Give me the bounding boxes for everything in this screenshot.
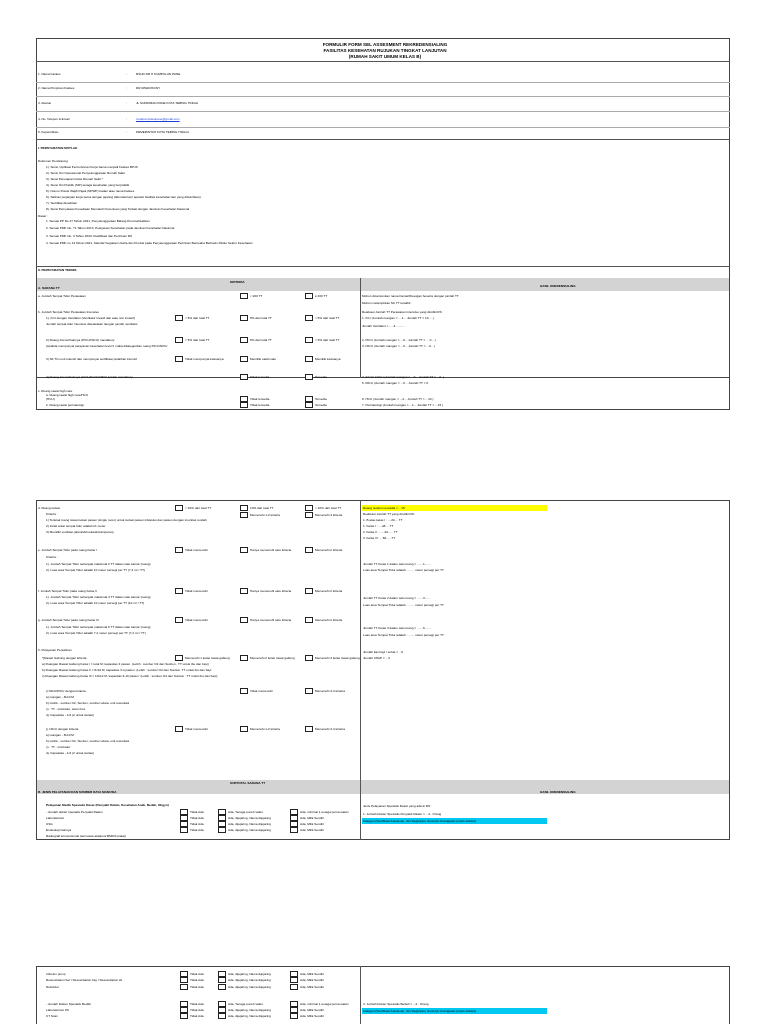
option-label: Ada, minimal 1 tenaga purna waktu bbox=[300, 810, 349, 814]
option-label: Tidak memenuhi bbox=[185, 589, 208, 593]
identity-value-2: DR IRWANSYAH bbox=[136, 86, 160, 90]
option-label: Ada, Tenaga punch saklu bbox=[228, 810, 263, 814]
hasil-text: 1. Kelas I : ....48.... TT bbox=[363, 524, 394, 528]
hasil-text: 6. HCU (Jumlah ruangan = ...2... Jumlah TT = ...10 ) bbox=[362, 397, 434, 401]
hasil-text: Jumlah kas bayi / sehat = ...6 bbox=[363, 650, 404, 654]
option-label: Ada, Milik Sendiri bbox=[300, 816, 324, 820]
option-label: ≥ 200 TT bbox=[315, 294, 328, 298]
option-label: Memenuhi 3 kelas rawat gabung bbox=[315, 656, 360, 660]
option-checkbox[interactable] bbox=[290, 1013, 298, 1019]
option-checkbox[interactable] bbox=[290, 827, 298, 833]
criteria-text: g. Jumlah Tempat Tidur pada ruang Kelas III bbox=[38, 618, 99, 622]
option-label: Memenuhi 1-2 kriteria bbox=[250, 727, 280, 731]
option-label: < 5% dari total TT bbox=[185, 316, 210, 320]
option-label: < 10% dari total TT bbox=[185, 506, 212, 510]
option-label: Memiliki keduanya bbox=[315, 357, 341, 361]
option-label: Hanya memenuhi satu kriteria bbox=[250, 548, 292, 552]
hasil-text: Realisasi Jumlah TT Perawatan Intensive yang dimiliki RS : bbox=[362, 310, 444, 314]
option-label: Memenuhi 3-4 kriteria bbox=[315, 727, 345, 731]
option-label: Ada, dijejaring, Nama dijejaring bbox=[228, 985, 271, 989]
criteria-text: i) NICU/PICU dengan kriteria bbox=[46, 689, 86, 693]
option-label: Tidak Ada bbox=[190, 972, 204, 976]
hasil-text: 2. PICU (Jumlah ruangan = ...0... Jumlah TT = ... 0... ) bbox=[362, 338, 436, 342]
option-label: > 5% dari total TT bbox=[315, 338, 340, 342]
b-item: Nebulizer bbox=[46, 985, 60, 989]
b-item: Radiografi konvensional (termasuk akademi BMD/3 pakai) bbox=[46, 834, 126, 838]
hasil-text: 4. ICCU/ CVCU (Jumlah ruangan = ...0... Jumlah TT = ...0..) bbox=[362, 375, 444, 379]
criteria-sub: 1). Jumlah Tempat Tidur sebanyak maksimal 6 TT dalam satu kamar (ruang) bbox=[46, 625, 151, 629]
hasil-text: Jenis Pelayanan Spesialis Dasar yang ada di RS: bbox=[363, 804, 431, 808]
option-label: Memenuhi 3 kriteria bbox=[315, 513, 343, 517]
option-label: Tidak Ada bbox=[190, 810, 204, 814]
dokumen-item: 4). Surat Izin Praktik (SIP) tenaga kesehatan yang berpraktik bbox=[46, 183, 130, 187]
option-label: Ada, dijejaring, Nama dijejaring bbox=[228, 828, 271, 832]
option-label: Tidak memenuhi bbox=[250, 689, 273, 693]
hasil-text: 1. ICU (Jumlah ruangan = ....1... Jumlah TT = 10.... ) bbox=[362, 316, 434, 320]
option-label: Memenuhi 2 kriteria bbox=[315, 548, 343, 552]
option-label: Tidak tersedia bbox=[250, 397, 270, 401]
criteria-sub: *)Rawat Gabung dengan kriteria: bbox=[42, 656, 88, 660]
option-label: Tidak Ada bbox=[190, 1014, 204, 1018]
option-label: Ada, dijejaring, Nama dijejaring bbox=[228, 1014, 271, 1018]
criteria-sub: 3) Memiliki ventilasi (alamiah/mekanik/campuran) bbox=[46, 530, 114, 534]
section-b-subheading: Pelayanan Medik Spesialis Dasar (Penyakit Dalam, Kesehatan Anak, Bedah, Obgyn) bbox=[46, 803, 169, 807]
option-label: > 5% dari total TT bbox=[315, 316, 340, 320]
identity-label-1: 1. Nama Faskes bbox=[38, 72, 61, 76]
hasil-note: Kategori (Sertifikasi Kelulusan, Izin Registrasi, Surat Ijin Kebugaran (untuk dokter)) bbox=[363, 819, 477, 823]
option-label: 10% dari total TT bbox=[250, 506, 274, 510]
option-label: Memenuhi 2 kriteria bbox=[315, 618, 343, 622]
option-label: Memenuhi 2 kelas rawat gabung bbox=[250, 656, 295, 660]
option-checkbox[interactable] bbox=[180, 827, 188, 833]
criteria-sub: c) Ruangan Rawat Gabung Kelas III = 10x12 M, kapasitas 6-10 pasien. (Lebih : sumber O2 dan Suction . TT untuk ibu dan bayi) bbox=[42, 674, 218, 678]
dokumen-item: 2). Surat Izin Operasional Penyelenggaraan Rumah Sakit bbox=[46, 171, 125, 175]
hasil-note: Kategori (Sertifikasi Kelulusan, Izin Registrasi, Surat Ijin Kebugaran (untuk dokter)) bbox=[363, 1009, 477, 1013]
criteria-sub: c) . TT - incubator bbox=[46, 745, 71, 749]
b-item: Laboratorium PA bbox=[46, 1008, 69, 1012]
hasil-text: Mohon dicantumkan nama Kamar/Ruangan beserta dengan jumlah TT bbox=[362, 294, 459, 298]
criteria-sub: Kriteria : bbox=[46, 555, 58, 559]
option-label: Ada, Milik Sendiri bbox=[300, 828, 324, 832]
option-label: Tidak Ada bbox=[190, 985, 204, 989]
hasil-text: Realisasi Jumlah TT yang dimiliki RS: bbox=[363, 512, 415, 516]
hasil-text: 3. NICU (Jumlah ruangan = ...0... Jumlah TT = ...0... ) bbox=[362, 344, 436, 348]
hasil-text: Jumlah TT Kelas 2 dalam satu ruang = .......3....... bbox=[363, 596, 431, 600]
option-label: Tidak Ada bbox=[190, 822, 204, 826]
b-item: Laboratorium bbox=[46, 816, 65, 820]
criteria-sub: a) Ruangan Rawat Gabung Kelas I = total M, kapasitas 2 pasien. (Lebih : sumber O2 dan Suction , TT untuk ibu dan bayi) bbox=[42, 662, 209, 666]
option-label: Tidak mempunyai keduanya bbox=[185, 357, 224, 361]
section-b-heading: B. JENIS PELAYANAN DAN SUMBER DAYA MANUSIA bbox=[38, 790, 117, 794]
option-label: Ada, dijejaring, Nama dijejaring bbox=[228, 978, 271, 982]
hasil-text: 3. Jumlah Dokter Spesialis Bedah = ...2.. Orang bbox=[363, 1002, 429, 1006]
criteria-sub: b) Listrik - sumber O2, Suction, sumber udara, unit resusitasi bbox=[46, 739, 130, 743]
dokumen-item: 1). Surat / Aplikasi Permohonan Kerja Sama menjadi Faskes BPJS bbox=[46, 165, 138, 169]
option-label: Ada, Milik Sendiri bbox=[300, 972, 324, 976]
identity-value-1: RSUD DR H KUMPULAN PANE bbox=[136, 72, 181, 76]
criteria-text: h. Pelayanan Persalinan bbox=[38, 648, 72, 652]
dasar-item: 4. Sesuai PMK no 14 Tahun 2021, Standar Kegiatan Usaha dan Produk pada Penyelenggaraan Perizinan Berusaha Berbasis Risiko Sektor Kesehatan bbox=[46, 241, 253, 245]
option-label: < 200 TT bbox=[250, 294, 263, 298]
criteria-sub: 1). ICU dengan Ventilator (Ventilator invasif dan atau non invasif) bbox=[46, 316, 135, 320]
option-label: Ada, Tenaga punch saklu bbox=[228, 1002, 263, 1006]
criteria-sub: d). Kapasitas - 4-6 (2 untuk isolasi) bbox=[46, 713, 94, 717]
hasil-text: Mohon melampirkan SK TT terakhir bbox=[362, 301, 411, 305]
section-b-hasil-header: HASIL KREDENSIALING bbox=[540, 790, 576, 794]
option-label: Ada, Milik Sendiri bbox=[300, 822, 324, 826]
hasil-text: 1. Jumlah Dokter Spesialis Penyakit Dalam = ...4.. Orang bbox=[363, 812, 442, 816]
form-title-line2: FASILITAS KESEHATAN RUJUKAN TINGKAT LANJUTAN bbox=[323, 48, 447, 53]
option-label: Ada, dijejaring, Nama dijejaring bbox=[228, 972, 271, 976]
criteria-text: e. Jumlah Tempat Tidur pada ruang Kelas I bbox=[38, 548, 97, 552]
option-label: Tidak memenuhi bbox=[185, 727, 208, 731]
criteria-text: j). NICU dengan kriteria bbox=[46, 727, 79, 731]
hasil-text: Ruang isolasi memadai = ...15 bbox=[363, 506, 405, 510]
criteria-sub: 1). Jumlah Tempat Tidur sebanyak maksimal 4 TT dalam satu kamar (ruang) bbox=[46, 595, 151, 599]
b-item: CT Scan bbox=[46, 1014, 58, 1018]
dokumen-item: 8). Surat Pernyataan Kesediaan Mematuhi Ketentuan yang Terkait dengan Jaminan Kesehatan Nasional bbox=[46, 207, 190, 211]
option-label: < 5% dari total TT bbox=[185, 338, 210, 342]
option-label: Tersedia bbox=[315, 397, 327, 401]
criteria-sub: (Apabila mempunyai pelayanan kesehatan level II maka dikategorikan ruang PICU/NICU bbox=[46, 344, 168, 348]
option-label: 5% dari total TT bbox=[250, 338, 272, 342]
mutlak-heading: I. PERSYARATAN MUTLAK bbox=[38, 146, 78, 150]
criteria-text: d. Ruang isolasi bbox=[38, 506, 61, 510]
option-label: Ada, dijejaring, Nama dijejaring bbox=[228, 816, 271, 820]
criteria-text: b. Jumlah Tempat Tidur Perawatan Intensive bbox=[38, 310, 99, 314]
option-label: > 10% dari total TT bbox=[315, 506, 342, 510]
identity-label-3: 3. Alamat bbox=[38, 101, 51, 105]
dasar-item: 2. Sesuai PMK No. 71 Tahun 2013, Pelayanan Kesehatan pada Jaminan Kesehatan Nasional bbox=[46, 226, 175, 230]
option-label: Memenuhi 1-2 kriteria bbox=[250, 513, 280, 517]
criteria-sub: 2). Luas area Tempat Tidur adalah 10 meter persegi per TT (10 m² / TT) bbox=[46, 601, 145, 605]
option-label: Tersedia bbox=[315, 403, 327, 407]
option-label: Tidak tersedia bbox=[250, 375, 270, 379]
criteria-sub: b) Ruangan Rawat Gabung Kelas II = 8x10 M, kapasitas 3-4 pasien. (Lebih : sumber O2 dan Suction. TT untuk ibu dan bayi bbox=[42, 668, 212, 672]
hasil-text: Jumlah Ventilator = .....3........... bbox=[362, 324, 405, 328]
kriteria-header: KRITERIA bbox=[230, 280, 245, 284]
sarana-heading: A. SARANA TT bbox=[38, 286, 60, 290]
option-label: Tidak Ada bbox=[190, 1002, 204, 1006]
option-label: 5% dari total TT bbox=[250, 316, 272, 320]
dokumen-item: 6). Salinan perjanjian kerja sama dengan jejaring (laboratorium/ apotek/ fasilitas kesehatan lain yang dibutuhkan) bbox=[46, 195, 201, 199]
identity-label-4: 4. No. Telepon & Email bbox=[38, 117, 70, 121]
dokumen-item: 7). Sertifikat Akreditasi bbox=[46, 201, 77, 205]
criteria-sub: 2). Luas area Tempat Tidur adalah 7,2 meter persegi per TT (7,2 m² / TT) bbox=[46, 631, 146, 635]
criteria-text: a. Jumlah Tempat Tidur Perawatan bbox=[38, 294, 86, 298]
form-page-3 bbox=[36, 966, 730, 1024]
option-label: Tidak Ada bbox=[190, 978, 204, 982]
dokumen-label: Dokumen Pendukung bbox=[38, 159, 68, 163]
criteria-text: f. Jumlah Tempat Tidur pada ruang Kelas II bbox=[38, 589, 97, 593]
identity-value-5: PEMERINTAH KOTA TEBING TINGGI bbox=[136, 130, 189, 134]
b-item: Infusion pump bbox=[46, 972, 66, 976]
identity-label-2: 2. Nama Pimpinan Faskes bbox=[38, 86, 75, 90]
option-label: Memenuhi 2 kriteria bbox=[315, 589, 343, 593]
option-label: Ada, dijejaring, Nama dijejaring bbox=[228, 1008, 271, 1012]
option-label: Tidak memenuhi bbox=[185, 548, 208, 552]
criteria-sub: a) ruangan - 8x10 M bbox=[46, 695, 74, 699]
option-label: Ada, dijejaring, Nama dijejaring bbox=[228, 822, 271, 826]
dasar-item: 3. Sesuai PMK No. 3 Tahun 2020, Klasifikasi dan Perizinan RS bbox=[46, 234, 133, 238]
option-checkbox[interactable] bbox=[218, 977, 226, 983]
identity-label-5: 5. Kepemilikan bbox=[38, 130, 59, 134]
hasil-text: Jumlah TT Kelas 1 dalam satu ruang = .......1....... bbox=[363, 562, 431, 566]
criteria-sub: (HCU) bbox=[46, 397, 55, 401]
hasil-text: 3. Kelas III : ...66..... TT bbox=[363, 536, 396, 540]
option-label: Tersedia bbox=[315, 375, 327, 379]
criteria-sub: Kriteria : bbox=[46, 512, 58, 516]
subtotal-label: SUBTOTAL SARANA TT bbox=[230, 781, 266, 785]
option-label: Ada, Milik Sendiri bbox=[300, 1014, 324, 1018]
criteria-text: c. Ruang rawat high care bbox=[38, 389, 73, 393]
hasil-text: Luas area Tempat Tidur adalah ......... meter persegi per TT bbox=[363, 633, 444, 637]
option-label: Hanya memenuhi satu kriteria bbox=[250, 618, 292, 622]
b-item: USG bbox=[46, 822, 53, 826]
option-checkbox[interactable] bbox=[290, 984, 298, 990]
email-link[interactable]: rsudkumpulanpane@gmail.com bbox=[136, 117, 180, 121]
criteria-sub: b) Listrik - sumber O2, Suction, sumber udara, unit resusitasi bbox=[46, 701, 130, 705]
option-label: Ada, Milik Sendiri bbox=[300, 1008, 324, 1012]
dokumen-item: 5). Nomor Pokok Wajib Pajak (NPWP) badan atau nama Faskes bbox=[46, 189, 135, 193]
criteria-sub: Jumlah tempat tidur intensive disetarakan dengan jumlah ventilator bbox=[46, 322, 138, 326]
option-label: Hanya memenuhi satu kriteria bbox=[250, 589, 292, 593]
hasil-text: Luas area Tempat Tidur adalah ......... meter persegi per TT bbox=[363, 568, 444, 572]
option-label: Tidak Ada bbox=[190, 828, 204, 832]
criteria-sub: d). Kapasitas - 4-6 (2 untuk isolasi) bbox=[46, 751, 94, 755]
option-label: Memiliki salah satu bbox=[250, 357, 277, 361]
hasil-text: Luas area Tempat Tidur adalah ......... meter persegi per TT bbox=[363, 603, 444, 607]
criteria-sub: c) . TT - incubator, warm box bbox=[46, 707, 86, 711]
criteria-text: 3) SK Tim unit intensif dan mempunyai sertifikasi pelatihan intensif bbox=[46, 357, 137, 361]
dasar-item: 1. Sesuai PP No 47 Tahun 2021, Penyelenggaraan Bidang Perumahsakitan bbox=[46, 219, 150, 223]
hasil-text: 7. Perinatologi (Jumlah ruangan = ...1... Jumlah TT = ...15 ) bbox=[362, 403, 444, 407]
option-label: Tidak tersedia bbox=[250, 403, 270, 407]
option-label: Memenuhi 3-4 kriteria bbox=[315, 689, 345, 693]
b-item: - Jumlah dokter spesialis Penyakit Dalam bbox=[46, 810, 103, 814]
option-checkbox[interactable] bbox=[180, 977, 188, 983]
criteria-sub: a. Ruang rawat high care/HCU bbox=[46, 393, 89, 397]
option-label: Memenuhi 1 kelas rawat gabung bbox=[185, 656, 230, 660]
option-label: Tidak memenuhi bbox=[185, 618, 208, 622]
hasil-text: Jumlah TT Kelas 3 dalam satu ruang = .......6....... bbox=[363, 626, 431, 630]
option-checkbox[interactable] bbox=[218, 827, 226, 833]
criteria-sub: 1) Terletak ruang rawat isolasi pasien (single room) untuk isolasi pasien infeksius dan pasien dengan imunitas rendah bbox=[46, 518, 207, 522]
criteria-text: 4) Ruang Intensif lainnya (ICCU/ICVCU/RICU) tidak mandatory bbox=[46, 375, 133, 379]
option-label: Tidak Ada bbox=[190, 1008, 204, 1012]
hasil-text: 5. RICU (Jumlah ruangan = ...0... Jumlah TT = 0 bbox=[362, 381, 429, 385]
criteria-sub: 2) Jarak antar tempat tidur adalah ≥1 meter bbox=[46, 524, 106, 528]
form-title-line1: FORMULIR FORM SEL ASSESMENT REKREDENSIALING bbox=[322, 42, 448, 47]
criteria-text: 2) Ruang Intensif lainnya (PICU/NICU) mandatory bbox=[46, 338, 115, 342]
criteria-sub: 2). Luas area Tempat Tidur adalah 10 meter persegi per TT (7,2 m² / TT) bbox=[46, 568, 145, 572]
option-checkbox[interactable] bbox=[290, 977, 298, 983]
dasar-label: Dasar : bbox=[38, 214, 48, 218]
teknis-heading: II. PERSYARATAN TEKNIS bbox=[38, 268, 77, 272]
dokumen-item: 3). Surat Penetapan Kelas Rumah Sakit * bbox=[46, 177, 103, 181]
option-label: Ada, Milik Sendiri bbox=[300, 978, 324, 982]
option-label: Ada, minimal 1 tenaga purna waktu bbox=[300, 1002, 349, 1006]
b-item: - Jumlah Dokter Spesialis Bedah bbox=[46, 1002, 91, 1006]
option-checkbox[interactable] bbox=[218, 1013, 226, 1019]
option-checkbox[interactable] bbox=[218, 984, 226, 990]
option-label: Tidak Ada bbox=[190, 816, 204, 820]
option-checkbox[interactable] bbox=[180, 984, 188, 990]
option-label: Ada, Milik Sendiri bbox=[300, 985, 324, 989]
form-title-line3: (RUMAH SAKIT UMUM KELAS B) bbox=[348, 54, 422, 59]
criteria-sub: b. Ruang rawat perinatologi bbox=[46, 403, 84, 407]
criteria-sub: 1). Jumlah Tempat Tidur sebanyak maksimal 2 TT dalam satu kamar (ruang) bbox=[46, 562, 151, 566]
hasil-text: 1. B atau kelas I : ....24.... TT bbox=[363, 518, 403, 522]
criteria-sub: a) ruangan - 8x10 M bbox=[46, 733, 74, 737]
b-item: Endoskopi lainnya bbox=[46, 828, 72, 832]
hasil-text: Jumlah CPAP = ...3 bbox=[363, 656, 390, 660]
hasil-header: HASIL KREDENSIALING bbox=[540, 284, 576, 288]
identity-value-3: JL SUDIRMAN PANE KOTA TEBING TINGGI bbox=[136, 101, 199, 105]
b-item: Resuscitation Set / Resuscitation bay / Resuscitation kit bbox=[46, 978, 123, 982]
option-checkbox[interactable] bbox=[180, 1013, 188, 1019]
hasil-text: 2. Kelas II : ......20...... TT bbox=[363, 530, 398, 534]
